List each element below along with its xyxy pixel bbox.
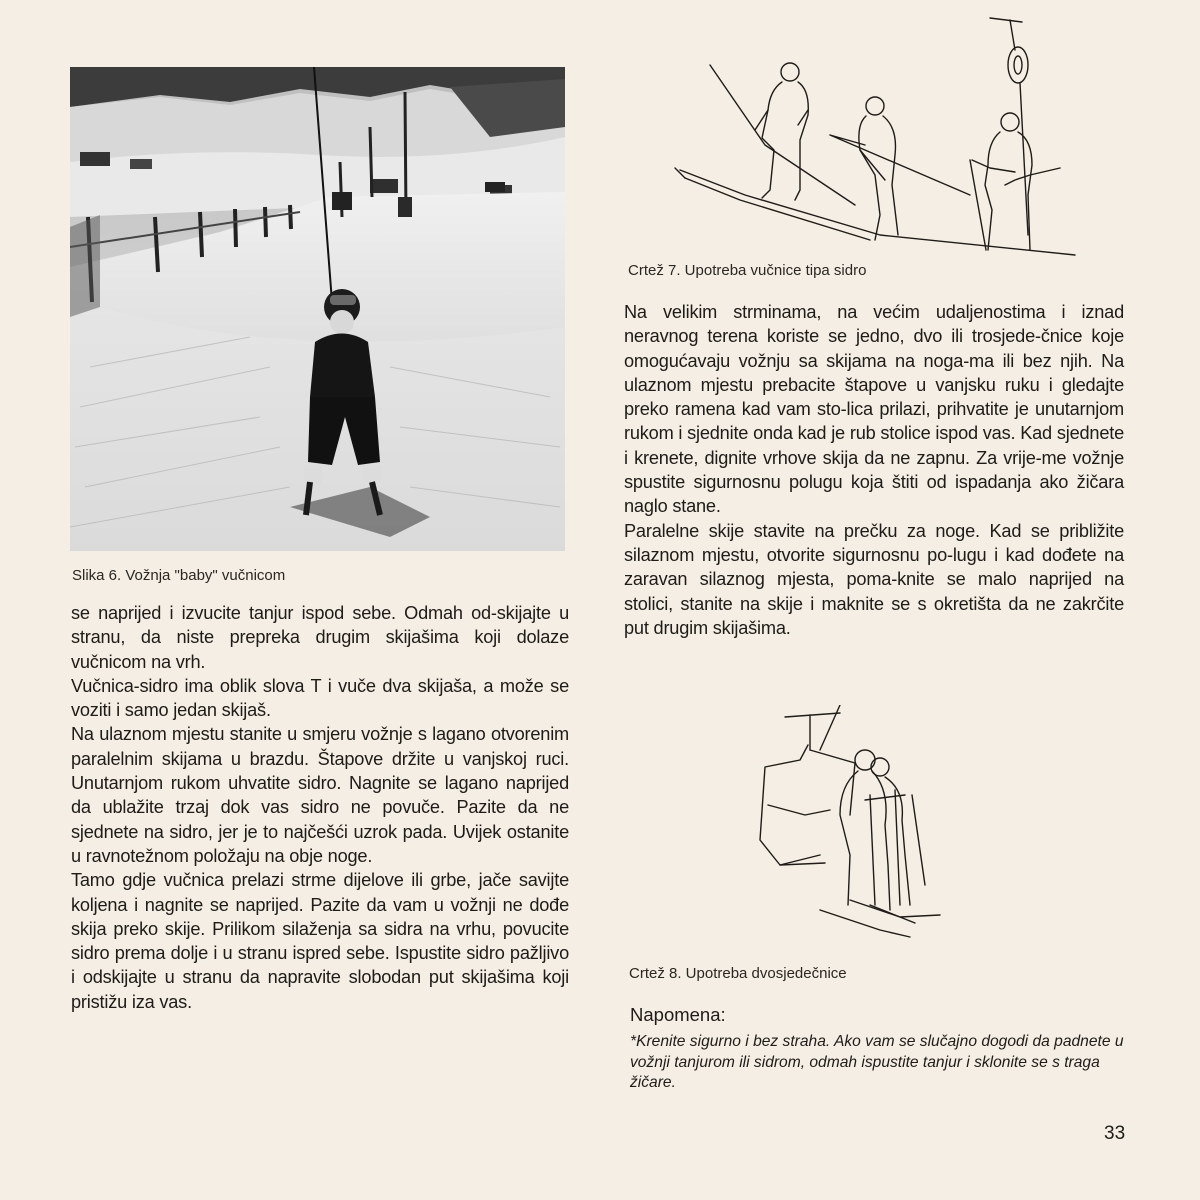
- note-text: [630, 1032, 1125, 1094]
- photo-caption: Slika 6. Vožnja "baby" vučnicom: [72, 567, 286, 584]
- right-column-text: [624, 300, 1124, 640]
- paragraph: Tamo gdje vučnica prelazi strme dijelove ili grbe, jače savijte koljena i nagnite se naprijed. Pazite da vam u vožnji ne dođe skija preko skije. Prilikom silaženja sa sidra na vrhu, povucite sidro prema dolje i u stranu ispred sebe. Ispustite sidro pažljivo i odskijajte u stranu da napravite slobodan put skijašima koji pristižu iza vas.: [71, 870, 569, 1012]
- paragraph: Na velikim strminama, na većim udaljenostima i iznad neravnog terena koriste se jedno, dvo ili trosjede-čnice koje omogućavaju vožnju sa skijama na noga-ma ili bez njih. Na ulaznom mjestu prebacite štapove u vanjsku ruku i gledajte preko ramena kad vam sto-lica prilazi, prihvatite je unutarnjom rukom i sjednite onda kad je rub stolice ispod vas. Kad sjednete i krenete, dignite vrhove skija da ne zapnu. Za vrije-me vožnje spustite sigurnosnu polugu koja štiti od ispadanja ako žičara naglo stane.: [624, 302, 1124, 517]
- ski-lift-photo: [70, 67, 565, 551]
- tbar-caption: Crtež 7. Upotreba vučnice tipa sidro: [628, 262, 867, 279]
- paragraph: Vučnica-sidro ima oblik slova T i vuče dva skijaša, a može se voziti i samo jedan skijaš.: [71, 675, 569, 721]
- chairlift-caption: Crtež 8. Upotreba dvosjedečnice: [629, 965, 847, 982]
- chairlift-drawing: [740, 705, 960, 945]
- paragraph: se naprijed i izvucite tanjur ispod sebe. Odmah od-skijajte u stranu, da niste prepreka drugim skijašima koji dolaze vučnicom na vrh.: [71, 603, 569, 672]
- page-number: 33: [1104, 1123, 1126, 1144]
- paragraph: Paralelne skije stavite na prečku za noge. Kad se približite silaznom mjestu, otvorite sigurnosnu po-lugu i kad dođete na zaravan silaznog mjesta, poma-knite se malo naprijed na stolici, stanite na skije i maknite se s okretišta da ne zakrčite put drugim skijašima.: [624, 520, 1124, 638]
- paragraph: Na ulaznom mjestu stanite u smjeru vožnje s lagano otvorenim paralelnim skijama u brazdu. Štapove držite u vanjskoj ruci. Unutarnjom rukom uhvatite sidro. Nagnite se lagano naprijed da ublažite trzaj dok vas sidro ne povuče. Pazite da ne sjednete na sidro, jer je to najčešći uzrok pada. Uvijek ostanite u ravnotežnom položaju na obje noge.: [71, 724, 569, 866]
- left-column-text: [71, 601, 569, 1014]
- note-body: *Krenite sigurno i bez straha. Ako vam se slučajno dogodi da padnete u vožnji tanjurom ili sidrom, odmah ispustite tanjur i sklonite se s traga žičare.: [630, 1033, 1124, 1091]
- tbar-lift-drawing: [670, 10, 1090, 265]
- note-title: Napomena:: [630, 1004, 726, 1025]
